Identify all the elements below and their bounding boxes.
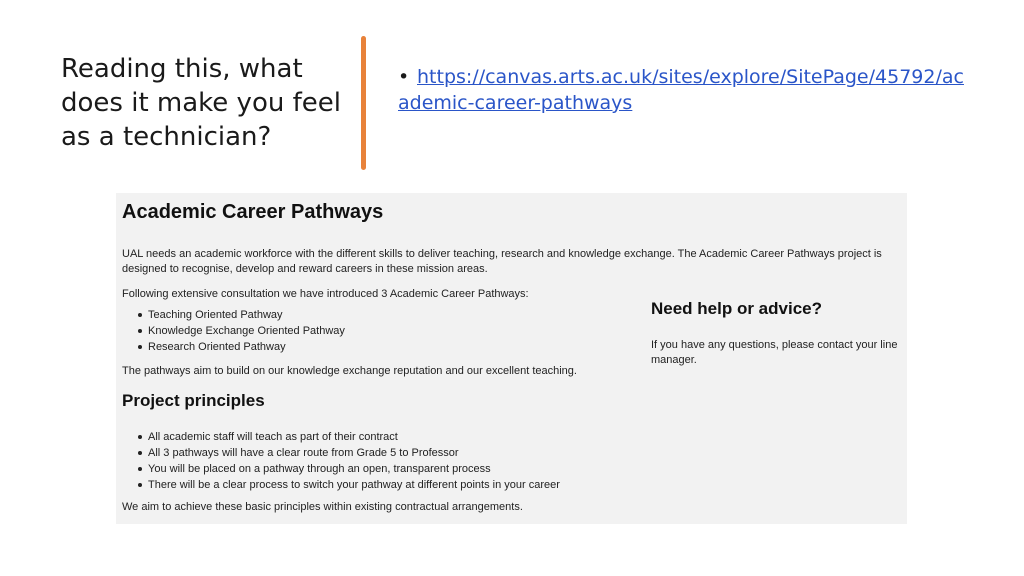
page-title: Academic Career Pathways	[122, 201, 384, 223]
principles-heading: Project principles	[122, 391, 265, 410]
pathways-list	[122, 307, 345, 355]
bullet-icon: •	[398, 66, 410, 88]
aim-paragraph: The pathways aim to build on our knowledge exchange reputation and our excellent teaching.	[122, 365, 577, 377]
list-item: Teaching Oriented Pathway	[122, 307, 345, 323]
list-item: You will be placed on a pathway through an open, transparent process	[122, 461, 560, 477]
closing-paragraph: We aim to achieve these basic principles within existing contractual arrangements.	[122, 501, 523, 513]
slide-title: Reading this, what does it make you feel as a technician?	[61, 54, 341, 152]
embedded-page-screenshot	[116, 193, 907, 524]
list-item: Knowledge Exchange Oriented Pathway	[122, 323, 345, 339]
vertical-divider	[361, 36, 366, 170]
principles-list	[122, 429, 560, 493]
link-list-item	[398, 64, 968, 116]
list-item: Research Oriented Pathway	[122, 339, 345, 355]
list-item: There will be a clear process to switch your pathway at different points in your career	[122, 477, 560, 493]
list-item: All academic staff will teach as part of their contract	[122, 429, 560, 445]
list-item: All 3 pathways will have a clear route from Grade 5 to Professor	[122, 445, 560, 461]
intro-paragraph: UAL needs an academic workforce with the different skills to deliver teaching, research and knowledge exchange. The Academic Career Pathways project is designed to recognise, develop and reward careers in these mission areas.	[122, 248, 882, 275]
help-text: If you have any questions, please contact your line manager.	[651, 339, 898, 366]
help-heading: Need help or advice?	[651, 299, 822, 318]
consultation-paragraph: Following extensive consultation we have introduced 3 Academic Career Pathways:	[122, 288, 529, 300]
canvas-link[interactable]: https://canvas.arts.ac.uk/sites/explore/SitePage/45792/academic-career-pathways	[398, 66, 964, 114]
